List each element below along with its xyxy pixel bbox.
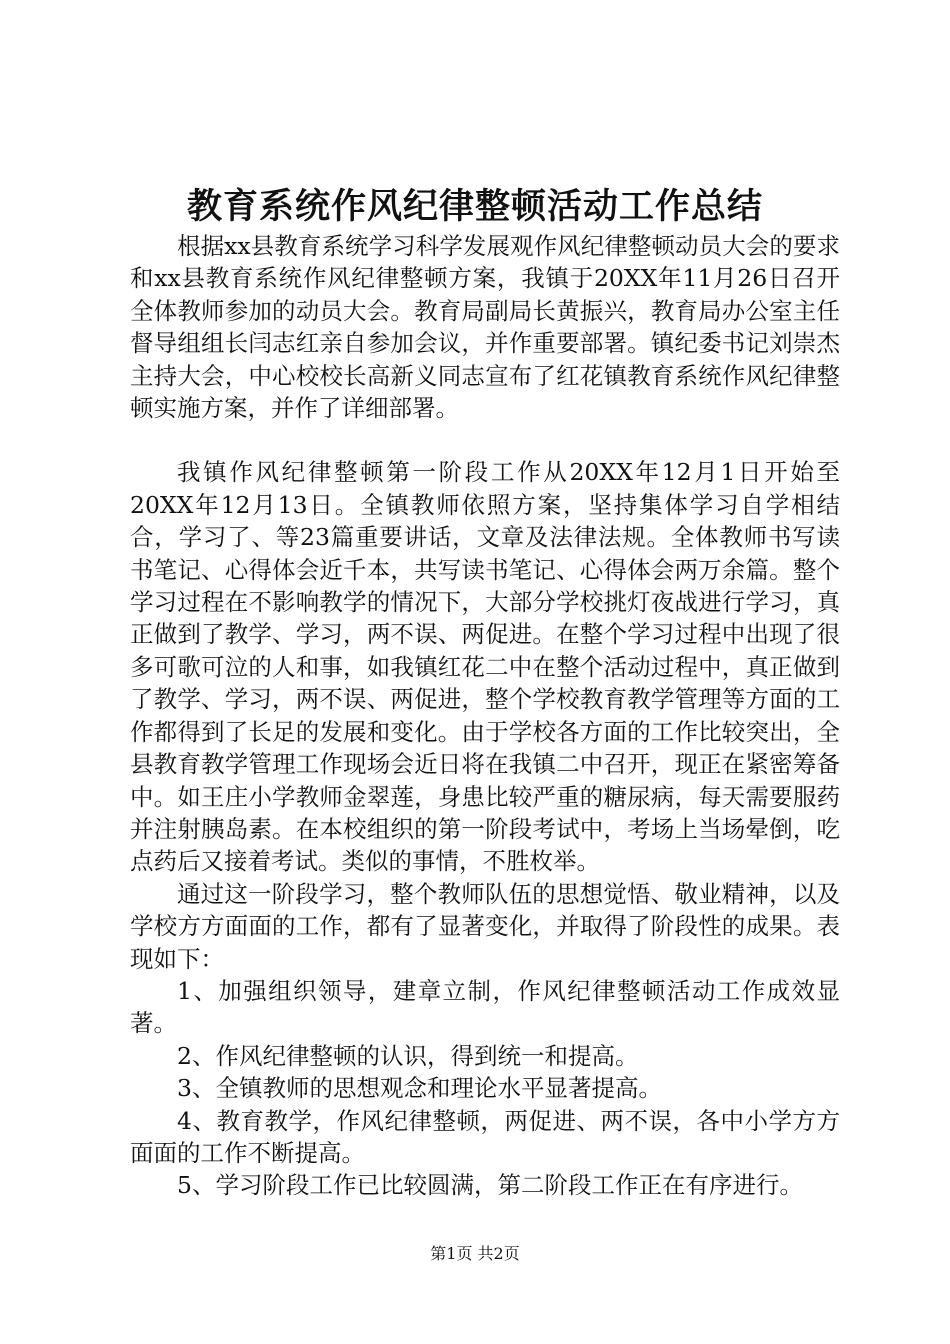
paragraph-first-stage: 我镇作风纪律整顿第一阶段工作从20XX年12月1日开始至20XX年12月13日。全镇教师依照方案，坚持集体学习自学相结合，学习了、等23篇重要讲话，文章及法律法规。全体教师书写读书笔记、心得体会近千本，共写读书笔记、心得体会两万余篇。整个学习过程在不影响教学的情况下，大部分学校挑灯夜战进行学习，真正做到了教学、学习，两不误、两促进。在整个学习过程中出现了很多可歌可泣的人和事，如我镇红花二中在整个活动过程中，真正做到了教学、学习，两不误、两促进，整个学校教育教学管理等方面的工作都得到了长足的发展和变化。由于学校各方面的工作比较突出，全县教育教学管理工作现场会近日将在我镇二中召开，现正在紧密筹备中。如王庄小学教师金翠莲，身患比较严重的糖尿病，每天需要服药并注射胰岛素。在本校组织的第一阶段考试中，考场上当场晕倒，吃点药后又接着考试。类似的事情，不胜枚举。: [130, 458, 840, 876]
document-title: 教育系统作风纪律整顿活动工作总结: [186, 186, 763, 227]
list-item-5: 5、学习阶段工作已比较圆满，第二阶段工作正在有序进行。: [177, 1171, 803, 1200]
paragraph-intro: 根据xx县教育系统学习科学发展观作风纪律整顿动员大会的要求和xx县教育系统作风纪律整顿方案，我镇于20XX年11月26日召开全体教师参加的动员大会。教育局副局长黄振兴，教育局办公室主任督导组组长闫志红亲自参加会议，并作重要部署。镇纪委书记刘崇杰主持大会，中心校校长高新义同志宣布了红花镇教育系统作风纪律整顿实施方案，并作了详细部署。: [130, 232, 840, 423]
paragraph-results-summary: 通过这一阶段学习，整个教师队伍的思想觉悟、敬业精神，以及学校方方面面的工作，都有了显著变化，并取得了阶段性的成果。表现如下：: [130, 879, 840, 973]
page-number-footer: 第1页 共2页: [430, 1244, 520, 1263]
list-item-1: 1、加强组织领导，建章立制，作风纪律整顿活动工作成效显著。: [130, 976, 840, 1038]
list-item-4: 4、教育教学，作风纪律整顿，两促进、两不误，各中小学方方面面的工作不断提高。: [130, 1106, 840, 1167]
list-item-3: 3、全镇教师的思想观念和理论水平显著提高。: [177, 1074, 662, 1103]
list-item-2: 2、作风纪律整顿的认识，得到统一和提高。: [177, 1041, 639, 1070]
document-body: [130, 230, 840, 1202]
